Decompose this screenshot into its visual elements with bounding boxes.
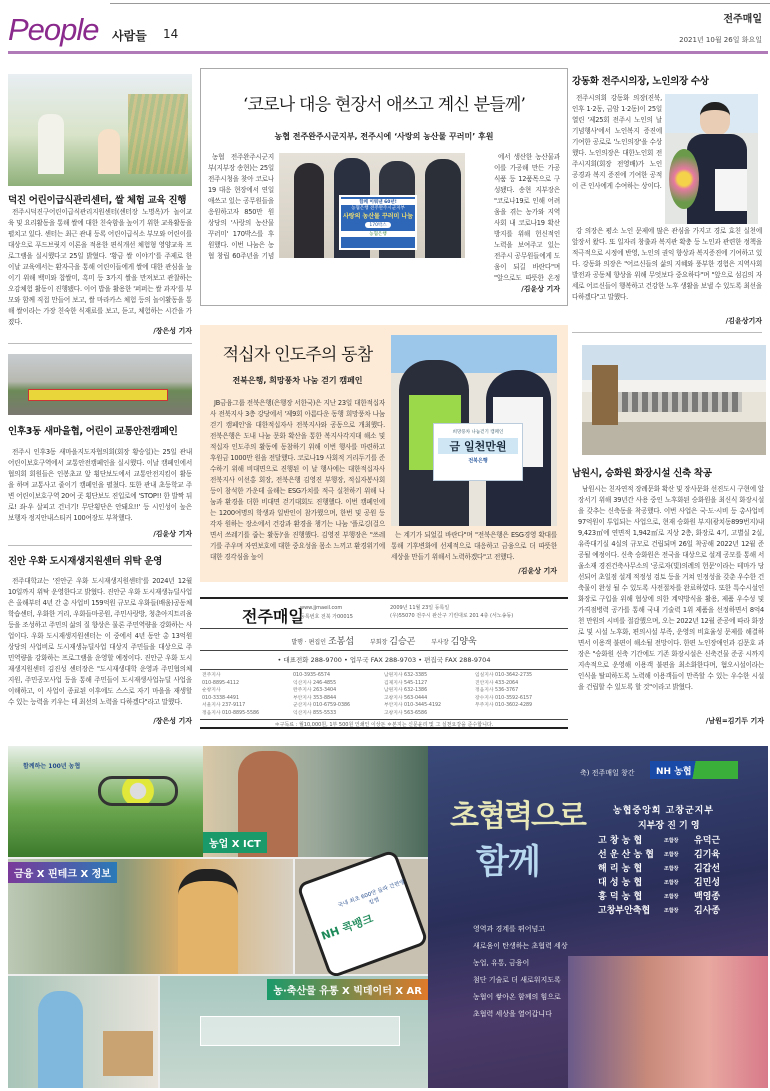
traffic-byline: /김윤상 기자 [153, 530, 192, 538]
ad-member-row [598, 904, 758, 918]
ad-panel-ar [160, 976, 428, 1088]
branch-contact: 군산지사 010-6759-0386 [293, 703, 351, 708]
branch-contact: 고창지사 563-0444 [384, 695, 428, 701]
jinan-body: 전주대학교는 '진안군 우화 도시재생지원센터'를 2024년 12월 10일까지 위탁 운영한다고 밝혔다. 진안군 우화 도시재생뉴딜사업은 올해부터 4년 간 총 사업비 159억원 규모로 우화들(배움)공동체학습센터, 우화한 거리, 우화들마공원, 주민사랑방, 청춘아지트리움 등을 조성하고 주민의 삶의 질 향상은 물론 주민역량을 강화하는 사업이다. 우화 도시재생지원센터는 이 중에서 4년 동안 총 13억원 상당의 사업비로 도시재생뉴딜사업 대상지 주민들을 대상으로 주민역량을 강화하는 프로그램을 운영할 예정이다. 진안군 우화 도시재생지원센터 김진성 센터장은 "도시재생대학 운영과 주민협의체 지원, 주민공모사업 등을 통해 주민들이 도시재생사업뉴딜 사업을 이해하고, 이 사업이 종료된 이후에도 스스로 자기 마을을 재생할 수 있는 능력을 키우는 데 최선의 노력을 다하겠다"라고 말했다. [8, 577, 192, 706]
ad-org: 농협중앙회 고창군지부 [613, 806, 715, 816]
sign-qty: 170박스 [365, 222, 390, 228]
ad-member-row [598, 834, 758, 848]
cheque-amount: 금 일천만원 [438, 438, 518, 454]
ad-copy-line: 첨단 기술로 더 새로워지도록 [473, 976, 561, 984]
masthead-phones: • 대표전화 288-9700 • 업무국 FAX 288-9703 • 편집국 FAX 288-9704 [277, 656, 491, 664]
namwon-headline: 남원시, 승화원 화장시설 신축 착공 [572, 468, 712, 479]
redcross-body-right: 는 계기가 되었길 바란다"며 "전북은행은 ESG경영 확대를 통해 기후변화에 선제적으로 대응하고 금융으로 더 따뜻한 세상을 만들기 위해서 노력하겠다"고 전했다. [391, 531, 557, 561]
ad-headline-2: 함께 [476, 842, 540, 882]
member-coop: 고 창 농 협 [598, 836, 643, 846]
vice-president-name: 김양욱 [450, 637, 477, 647]
nh-ad-right [428, 746, 768, 1088]
branch-contact: 고창지사 563-6586 [384, 710, 428, 716]
member-name: 김민성 [694, 878, 721, 888]
member-name: 백영종 [694, 892, 721, 902]
ad-headline-1: 초협력으로 [450, 799, 585, 834]
member-coop: 대 성 농 협 [598, 878, 643, 888]
ad-member-row [598, 848, 758, 862]
namwon-byline: /남원=김기두 기자 [705, 717, 764, 725]
ad-copy-line: 영역과 경계를 뛰어넘고 [473, 925, 546, 933]
member-name: 김사종 [694, 906, 721, 916]
redcross-headline: 적십자 인도주의 동참 [222, 345, 373, 365]
rice-edu-body: 전주시덕진구어린이급식관리지원센터(센터장 노명옥)가 놀이교육 및 요리활동을 통해 쌀에 대한 친숙함을 높이기 위한 교육활동을 펼치고 있다. 센터는 최근 관내 등록 어린이급식소 부모와 어린이를 대상으로 푸드브릿지 이론을 적용한 편식개선 체험형 영양교육 프로그램을 실시했다고 25일 밝혔다. '황금 쌀 이야기'를 주제로 한 이날 교육에서는 환자극을 통해 어린이들에게 쌀에 대한 관심을 높이기 위해 백미와 찹쌀미, 흑미 등 3가지 쌀을 만져보고 관찰하는 오감체험 활동이 진행됐다. 이어 밥을 활용한 '퍼퍼는 쌀 과자'를 부모와 함께 직접 만들어 보고, 쌀 마라카스 체험 등의 놀이활동을 통해 쌀이라는 가장 친숙한 식재료를 보고, 듣고, 체험하는 시간을 가졌다. [8, 208, 192, 326]
member-name: 김기육 [694, 850, 721, 860]
member-name: 유덕근 [694, 836, 721, 846]
branch-contact: 익산지사 246-4855 [293, 680, 337, 686]
publisher-name: 조봉섭 [327, 637, 355, 647]
divider [8, 545, 192, 546]
member-title: 조합장 [664, 852, 679, 858]
ad-label-ar: 농·축산물 유통 X 빅데이터 X AR [267, 979, 428, 1000]
ad-chief: 지부장 진 기 영 [638, 821, 700, 831]
ad-copy [473, 921, 568, 1023]
kang-body-top: 전주시의회 강동화 의장(진북, 인후 1·2동, 금암 1·2동)이 25일 열린 '제25회 전주시 노인의 날 기념행사'에서 노인복지 증진에 기여한 공로로 '노인의장'을 수상했다. 노인의장은 대한노인회 전주시지회(회장 전영배)가 노인 공경과 복지 증진에 기여한 공적이 큰 인사에게 수여하는 상이다. [572, 94, 662, 190]
masthead-address: (우)55070 전주시 완산구 기린대로 201 4층 (서노송동) [390, 613, 514, 619]
branch-list [202, 672, 566, 717]
sign-top: 함께 이뤄낸 60년! [341, 199, 415, 205]
member-title: 조합장 [664, 908, 679, 914]
member-title: 조합장 [664, 880, 679, 886]
corona-subhead: 농협 전주완주시군지부, 전주시에 ‘사랑의 농산물 꾸러미’ 후원 [274, 132, 494, 141]
kang-body-bottom: 강 의장은 평소 노인 문제에 많은 관심을 가지고 경로 효친 실천에 앞장서 왔다. 또 일자리 창출과 복지관 확충 등 노인과 관련한 정책을 적극적으로 시정에 반영, 노인의 권익 향상과 복지증진에 기여하고 있다. 강동화 의장은 "어르신들의 삶의 지혜와 풍부한 경험은 지역사회 발전과 공동체 향상을 위해 무엇보다 중요하다"며 "앞으로 섬김의 자세로 어르신들이 행복하고 건강한 노후 생활을 보낼 수 있도록 최선을 다하겠다"고 말했다. [572, 227, 762, 301]
branch-contact: 정읍지사 010-8895-5586 [202, 710, 260, 716]
member-title: 조합장 [664, 894, 679, 900]
header-rule [8, 51, 768, 54]
phone-brand: NH 콕뱅크 [319, 912, 375, 943]
divider [8, 343, 192, 344]
sign-main: 사랑의 농산물 꾸러미 나눔 [342, 213, 414, 220]
branch-contact: 익산지사 855-5533 [293, 710, 337, 716]
ad-logo-100yr: 함께하는 100년 농협 [23, 763, 81, 770]
corona-byline: /김윤상 기자 [521, 285, 560, 293]
sign-bank: 농협은행 [341, 231, 415, 237]
ad-panel-phone [295, 859, 428, 974]
masthead [200, 597, 568, 729]
branch-contact: 남원지사 632-1386 [384, 688, 428, 693]
vice-president-label: 부사장 [431, 639, 449, 646]
member-title: 조합장 [664, 866, 679, 872]
branch-contact: 남원지사 632-3385 [384, 673, 428, 678]
branch-contact: 임실지사 010-3642-2735 [475, 673, 533, 678]
branch-contact: 김제지사 545-1127 [384, 680, 428, 686]
phone-text: 국내 최초 600만 돌파 간편뱅킹앱 [337, 879, 406, 910]
sign-org: 농협은행 전주완주시군지부 [351, 206, 405, 211]
ad-label-ict: 농업 X ICT [203, 832, 267, 853]
publisher-label: 발행 · 편집인 [291, 639, 327, 646]
kang-headline: 강동화 전주시의장, 노인의장 수상 [572, 76, 709, 87]
rice-edu-byline: /장은성 기자 [153, 327, 192, 335]
ad-member-list [598, 834, 758, 918]
header-top-rule [110, 3, 770, 4]
namwon-crematorium-rendering [582, 345, 766, 455]
traffic-headline: 인후3동 새마을협, 어린이 교통안전캠페인 [8, 426, 178, 437]
nh-logo: NH 농협 [650, 761, 738, 779]
masthead-website: www.jjmaeil.com [300, 605, 343, 611]
ad-people-image [568, 956, 768, 1088]
jinan-headline: 진안 우화 도시재생지원센터 위탁 운영 [8, 556, 163, 567]
cheque-sub: 희망풍차 나눔걷기 캠페인 [452, 430, 504, 435]
redcross-body: JB금융그룹 전북은행(은행장 서한국)은 지난 23일 대한적십자사 전북지사 3층 강당에서 '제9회 아름다운 동행 희망풍차 나눔 걷기 캠페인'을 대한적십자사 전북지사와 공동으로 개최했다. 전북은행은 도내 나눔 문화 확산을 통한 복지사각지대 해소 및 적십자 인도주의 활동에 동참하기 위해 이번 행사를 마련하고 후원금 1000만 원을 전달했다. 코로나19 사회적 거리두기를 준수하기 위해 비대면으로 진행된 이 날 행사에는 대한적십자사 전북지사 이선홍 회장, 전북은행 김영진 부행장, 적십자봉사회 등이 참석한 가운데 올해는 ESG가치를 적극 실천하기 위해 나눔과 환경을 더한 비대면 걷기대회도 진행했다. 이번 캠페인에는 1200여명의 학생과 일반인이 참가했으며, 한번 및 공원 등 각자 원하는 장소에서 건강과 환경을 챙기는 나눔 '플로깅(걸으면서 쓰레기를 줍는 활동)'을 진행했다. 김영진 부행장은 "쓰레기를 주우며 자연보호에 대한 중요성을 몸소 느끼고 환경위기에 대한 경각심을 높이 [210, 399, 385, 561]
branch-contact: 부안지사 010-3445-4192 [384, 703, 442, 708]
branch-contact: 장수지사 010-3592-6157 [475, 695, 533, 701]
branch-contact: 완주지사 263-3404 [293, 688, 337, 693]
ad-copy-line: 새로움이 탄생하는 초협력 세상 [473, 942, 568, 950]
drone-image [98, 776, 178, 806]
branch-contact: 부안지사 353-8844 [293, 695, 337, 701]
ad-member-row [598, 890, 758, 904]
masthead-footer: ＊구독료 : 월10,000원, 1부 500원 인쇄인 이상돈 ＊본지는 신문윤리 및 그 실천요강을 준수합니다. [274, 722, 494, 728]
rice-edu-headline: 덕진 어린이급식관리센터, 쌀 체험 교육 진행 [8, 195, 187, 206]
branch-contact: 무주지사 010-3602-4289 [475, 703, 533, 708]
page-number: 14 [163, 27, 179, 41]
branch-contact: 순창지사 [202, 688, 221, 693]
ad-label-fintech: 금융 X 핀테크 X 정보 [8, 862, 117, 883]
redcross-donation-photo [391, 335, 557, 526]
redcross-subhead: 전북은행, 희망풍차 나눔 걷기 캠페인 [232, 376, 363, 385]
masthead-founded: 2009년 11월 23일 등록일 [390, 605, 450, 611]
corona-donation-photo [279, 153, 465, 258]
section-title: People [8, 12, 99, 47]
section-title-kr: 사람들 [112, 29, 147, 43]
branch-contact: 서울지사 237-9117 [202, 703, 246, 708]
masthead-registration: 등록번호 전북 가00015 [300, 614, 353, 620]
ad-member-row [598, 862, 758, 876]
ad-panel-ict [203, 746, 428, 857]
branch-contact: 010-3935-6574 [293, 673, 331, 678]
member-coop: 흥 덕 농 협 [598, 892, 643, 902]
donation-sign [339, 195, 417, 250]
namwon-body: 남원시는 친자연적 장례문화 확산 및 장사문화 선진도시 구현에 앞장서기 위해 39년간 사용 중인 노후화된 승화원을 최신식 화장시설을 갖추는 신축동을 착공했다. 이번 사업은 국·도·시비 등 총사업비 97억원이 투입되는 사업으로, 현재 승화원 부지(광치동899번지)내 9,423㎡에 연면적 1,942㎡로 지상 2층, 화장로 4기, 고별실 2실, 유족대기실 4실의 규모로 건립되며 26일 착공해 2022년 12월 준공될 예정이다. 신축 승화원은 전국을 대상으로 설계 공모를 통해 서울소재 경진건축사무소의 '공로자(빛)의례의 헌문'이라는 테마가 당선되어 초일점 설계 적정성 검토 등을 거쳐 인정성을 갖춘 우수한 건축물이 완성 될 수 있도록 사전절차를 완료하였다. 또한 특수시설인 화장로 구입을 위해 협상에 의한 계약방식을 활용, 제품 우수성 및 가격점병력 공가를 통해 국내 기술력 1위 제품을 선정하면서 8억4천 만원의 시비를 절감했으며, 오는 2022년 12월 준공에 따라 화장로 및 시설 노후화, 편의시설 부족, 운영의 비효율성 문제를 해결하면서 이용객 불편이 해소될 전망이다. 한편 노인장애인과 김문호 과장은 "승화원 신축 기간에도 기존 화장시설은 신축건물 준공 시까지 지속적으로 운영해 이용객 불편을 최소화한다며, 혐오시설이라는 인식을 탈피하도록 노력해 이용객들이 만족할 수 있는 우수한 시설을 건립할 수 있도록 할 것"이라고 밝혔다. [578, 485, 764, 691]
ad-copy-line: 초협력 세상을 열어갑니다 [473, 1010, 552, 1018]
vice-chair-name: 김승곤 [389, 637, 416, 647]
divider [572, 332, 762, 333]
branch-contact: 전주지사 [202, 673, 221, 678]
member-name: 김갑선 [694, 864, 721, 874]
issue-date: 2021년 10월 26일 화요일 [679, 36, 762, 44]
branch-contact: 정읍지사 536-3767 [475, 688, 519, 693]
paper-name: 전주매일 [723, 14, 762, 25]
branch-contact [475, 710, 566, 718]
ad-member-row [598, 876, 758, 890]
vice-chair-label: 부회장 [369, 639, 388, 646]
corona-body-left: 농협 전주완주시군지부(지부장 송현)는 25일 전주시청을 찾아 코로나19 대응 현장에서 연일 애쓰고 있는 공무원들을 응원하고자 850만 원 상당의 '사랑의 농산물 꾸러미' 170박스를 후원했다. 이번 나눔은 농협 창립 60주년을 기념 [208, 153, 274, 260]
member-coop: 해 리 농 협 [598, 864, 643, 874]
ad-copy-line: 농협이 쌓아온 함께의 힘으로 [473, 993, 561, 1001]
branch-contact: 진안지사 433-2064 [475, 680, 519, 686]
corona-headline: ‘코로나 대응 현장서 애쓰고 계신 분들께’ [242, 95, 526, 115]
branch-contact: 010-8895-4112 [202, 680, 240, 686]
rice-education-photo [8, 74, 192, 186]
ad-copy-line: 농업, 유통, 금융이 [473, 959, 530, 967]
member-coop: 고창부안축협 [598, 906, 651, 916]
kang-byline: /김윤상기자 [725, 317, 762, 325]
jinan-byline: /장은성 기자 [153, 717, 192, 725]
cheque-bank: 전북은행 [468, 458, 488, 464]
kang-award-photo [665, 94, 758, 224]
traffic-body: 전주시 인후3동 새마을지도자협의회(회장 황승일)는 25일 관내 어린이보호구역에서 교통안전캠페인을 실시했다. 이날 캠페인에서 협의회 회원들은 인봉초교 앞 횡단보도에서 교통안전지킴이 활동을 하며 교통사고 줄이기 캠페인을 펼쳤다. 또한 관내 초등학교 주변 어린이보호구역 20여 곳 횡단보도 진입로에 'STOP!! 한 발짝 뒤로! 좌·우 살피고 건너기! 무단횡단은 안돼요!!' 등 시인성이 높은 보행자 정지안내스티커 100여장도 부착했다. [8, 448, 192, 522]
member-title: 조합장 [664, 838, 679, 844]
cheque-sign [433, 423, 523, 481]
corona-body-right: 에서 생산한 농산물과 이를 가공해 만든 가공식품 등 12품목으로 구성됐다. 송현 지부장은 "코로나19로 인해 어려움을 겪는 농가와 지역사회 내 코로나19 확산 방지를 위해 헌신적인 노력을 보여주고 있는 전주시 공무원들에게 도움이 되길 바란다"며 "앞으로도 따뜻한 온정 [494, 153, 560, 282]
ad-panel-drone [8, 746, 203, 857]
ad-panel-woman [8, 976, 158, 1088]
masthead-name: 전주매일 [242, 607, 304, 626]
nh-ad-left [8, 746, 428, 1088]
ad-panel-fintech [8, 859, 293, 974]
member-coop: 선 운 산 농 협 [598, 850, 655, 860]
ad-congrats: 축) 전주매일 창간 [580, 769, 635, 777]
redcross-byline: /김윤상 기자 [518, 567, 557, 575]
branch-contact: 010-3338-4491 [202, 695, 240, 701]
traffic-campaign-photo [8, 354, 192, 415]
